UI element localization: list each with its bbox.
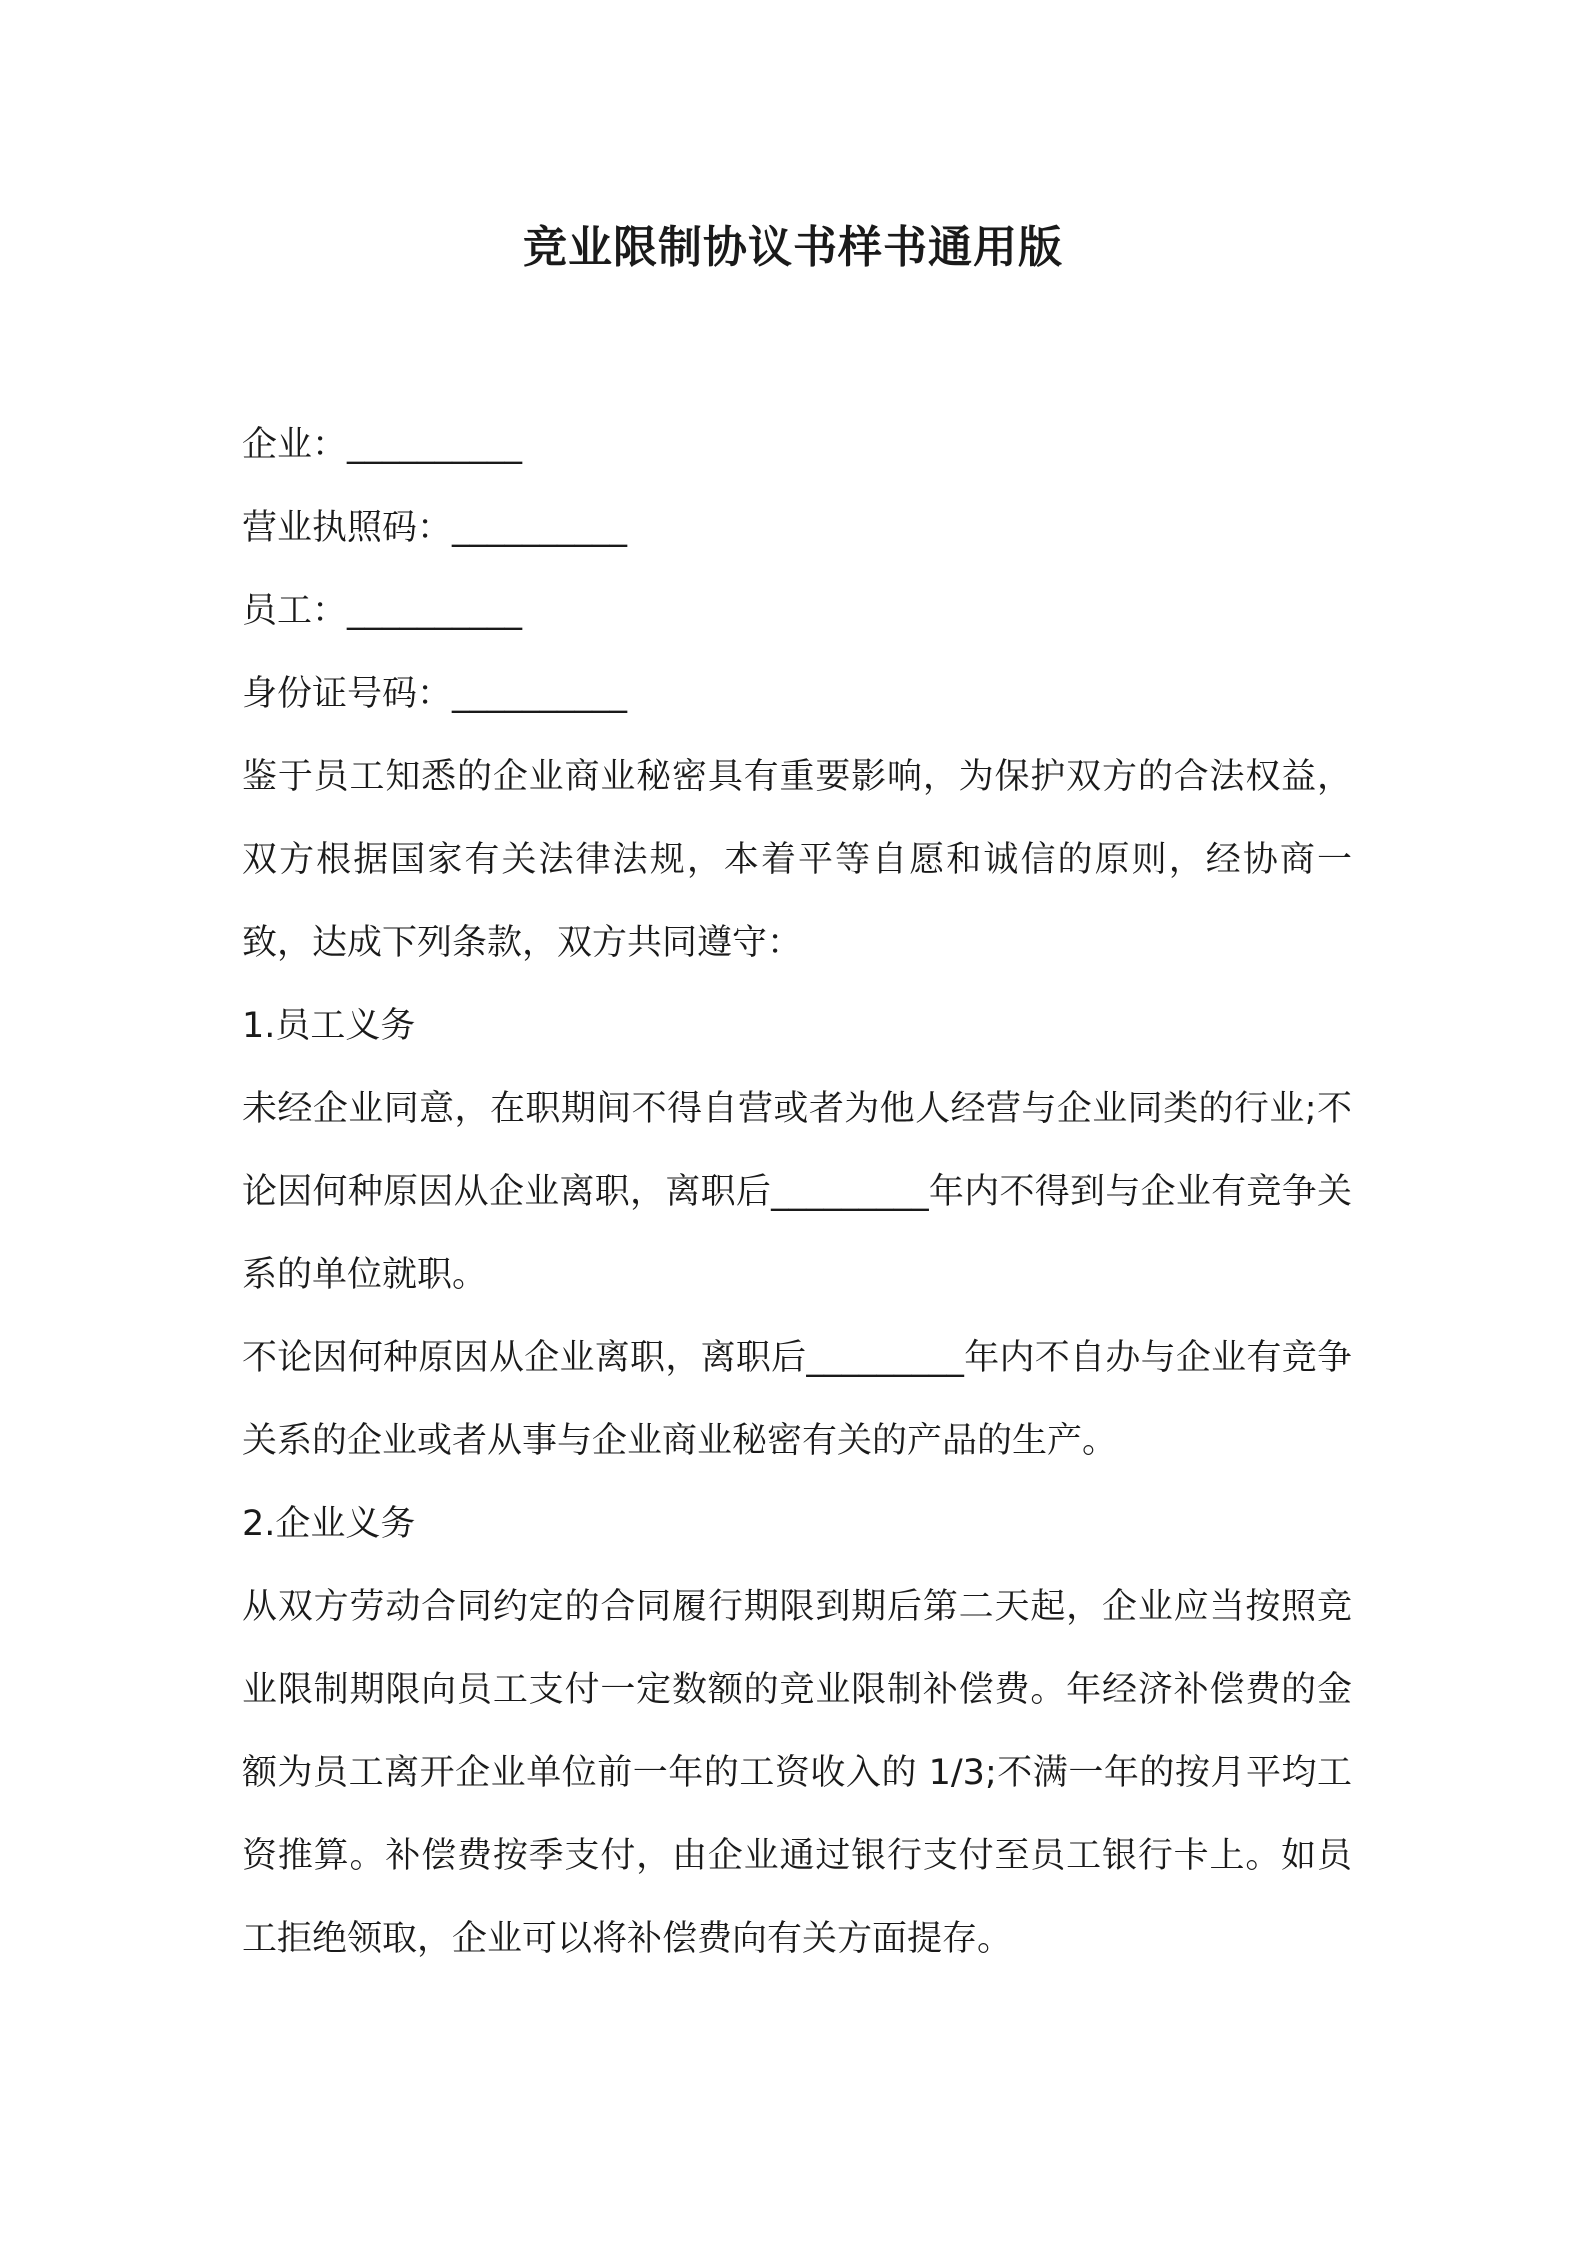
field-company-label: 企业： xyxy=(242,425,348,465)
field-business-license-label: 营业执照码： xyxy=(242,508,453,548)
section-1-paragraph-1: 未经企业同意，在职期间不得自营或者为他人经营与企业同类的行业;不论因何种原因从企业离职，离职后_________年内不得到与企业有竞争关系的单位就职。 xyxy=(242,1089,1352,1295)
document-body xyxy=(242,404,1352,1981)
field-id-number-blank: __________ xyxy=(452,674,628,714)
field-company xyxy=(242,404,1352,487)
field-employee-blank: __________ xyxy=(347,591,523,631)
section-2-heading: 2.企业义务 xyxy=(242,1504,416,1544)
field-business-license-blank: __________ xyxy=(452,508,628,548)
field-business-license xyxy=(242,487,1352,570)
field-id-number-label: 身份证号码： xyxy=(242,674,453,714)
field-id-number xyxy=(242,653,1352,736)
field-company-blank: __________ xyxy=(347,425,523,465)
section-1-heading: 1.员工义务 xyxy=(242,1006,416,1046)
section-1-paragraph-2: 不论因何种原因从企业离职，离职后_________年内不自办与企业有竞争关系的企业或者从事与企业商业秘密有关的产品的生产。 xyxy=(242,1338,1352,1461)
field-employee xyxy=(242,570,1352,653)
intro-paragraph: 鉴于员工知悉的企业商业秘密具有重要影响，为保护双方的合法权益，双方根据国家有关法律法规，本着平等自愿和诚信的原则，经协商一致，达成下列条款，双方共同遵守： xyxy=(242,757,1352,963)
section-2-paragraph-1: 从双方劳动合同约定的合同履行期限到期后第二天起，企业应当按照竞业限制期限向员工支付一定数额的竞业限制补偿费。年经济补偿费的金额为员工离开企业单位前一年的工资收入的 1/3;不满一年的按月平均工资推算。补偿费按季支付，由企业通过银行支付至员工银行卡上。如员工拒绝领取，企业可以将补偿费向有关方面提存。 xyxy=(242,1587,1352,1959)
field-employee-label: 员工： xyxy=(242,591,348,631)
document-title: 竞业限制协议书样书通用版 xyxy=(523,222,1063,273)
